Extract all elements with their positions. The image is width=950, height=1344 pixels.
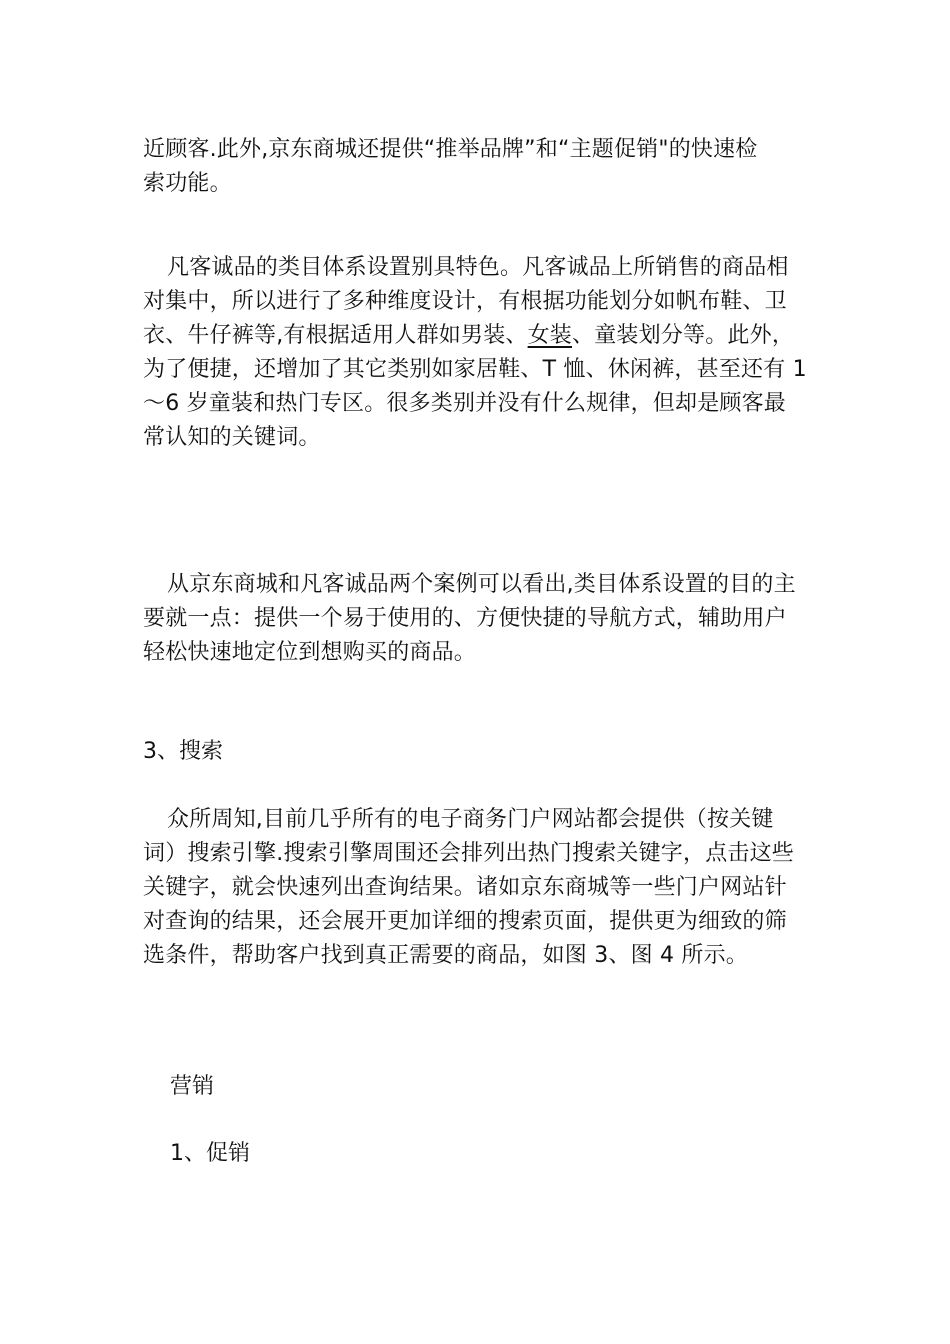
- underlined-term: 女装: [527, 323, 573, 348]
- paragraph-line: 关键字，就会快速列出查询结果。诸如京东商城等一些门户网站针: [143, 875, 787, 900]
- text-segment: 、童装划分等。此外，: [572, 323, 795, 348]
- paragraph-line: 从京东商城和凡客诚品两个案例可以看出,类目体系设置的目的主: [167, 572, 796, 597]
- paragraph-line: 对查询的结果，还会展开更加详细的搜索页面，提供更为细致的筛: [143, 909, 787, 934]
- paragraph-line: 轻松快速地定位到想购买的商品。: [143, 640, 477, 665]
- paragraph-line: 为了便捷，还增加了其它类别如家居鞋、T 恤、休闲裤，甚至还有 1: [143, 357, 807, 382]
- paragraph-line: 众所周知,目前几乎所有的电子商务门户网站都会提供（按关键: [167, 807, 774, 832]
- section-heading-search: 3、搜索: [143, 739, 223, 764]
- section-heading-promotion: 1、促销: [170, 1141, 250, 1166]
- paragraph-line: 索功能。: [143, 171, 232, 196]
- paragraph-search-engine: [143, 803, 809, 973]
- paragraph-line: 选条件，帮助客户找到真正需要的商品，如图 3、图 4 所示。: [143, 943, 748, 968]
- paragraph-line: 常认知的关键词。: [143, 425, 321, 450]
- section-heading-marketing: 营销: [170, 1074, 215, 1099]
- paragraph-line: 要就一点：提供一个易于使用的、方便快捷的导航方式，辅助用户: [143, 606, 787, 631]
- paragraph-line: ～6 岁童装和热门专区。很多类别并没有什么规律，但却是顾客最: [143, 391, 786, 416]
- text-segment: 衣、牛仔裤等,有根据适用人群如男装、: [143, 323, 528, 348]
- paragraph-jd-search-features: [143, 133, 809, 201]
- paragraph-line: [143, 319, 809, 353]
- paragraph-vancl-category: [143, 251, 809, 455]
- paragraph-line: 词）搜索引擎.搜索引擎周围还会排列出热门搜索关键字，点击这些: [143, 841, 794, 866]
- paragraph-category-purpose: [143, 568, 809, 670]
- paragraph-line: 对集中，所以进行了多种维度设计，有根据功能划分如帆布鞋、卫: [143, 289, 787, 314]
- paragraph-line: 近顾客.此外,京东商城还提供“推举品牌”和“主题促销"的快速检: [143, 137, 758, 162]
- paragraph-line: 凡客诚品的类目体系设置别具特色。凡客诚品上所销售的商品相: [167, 255, 789, 280]
